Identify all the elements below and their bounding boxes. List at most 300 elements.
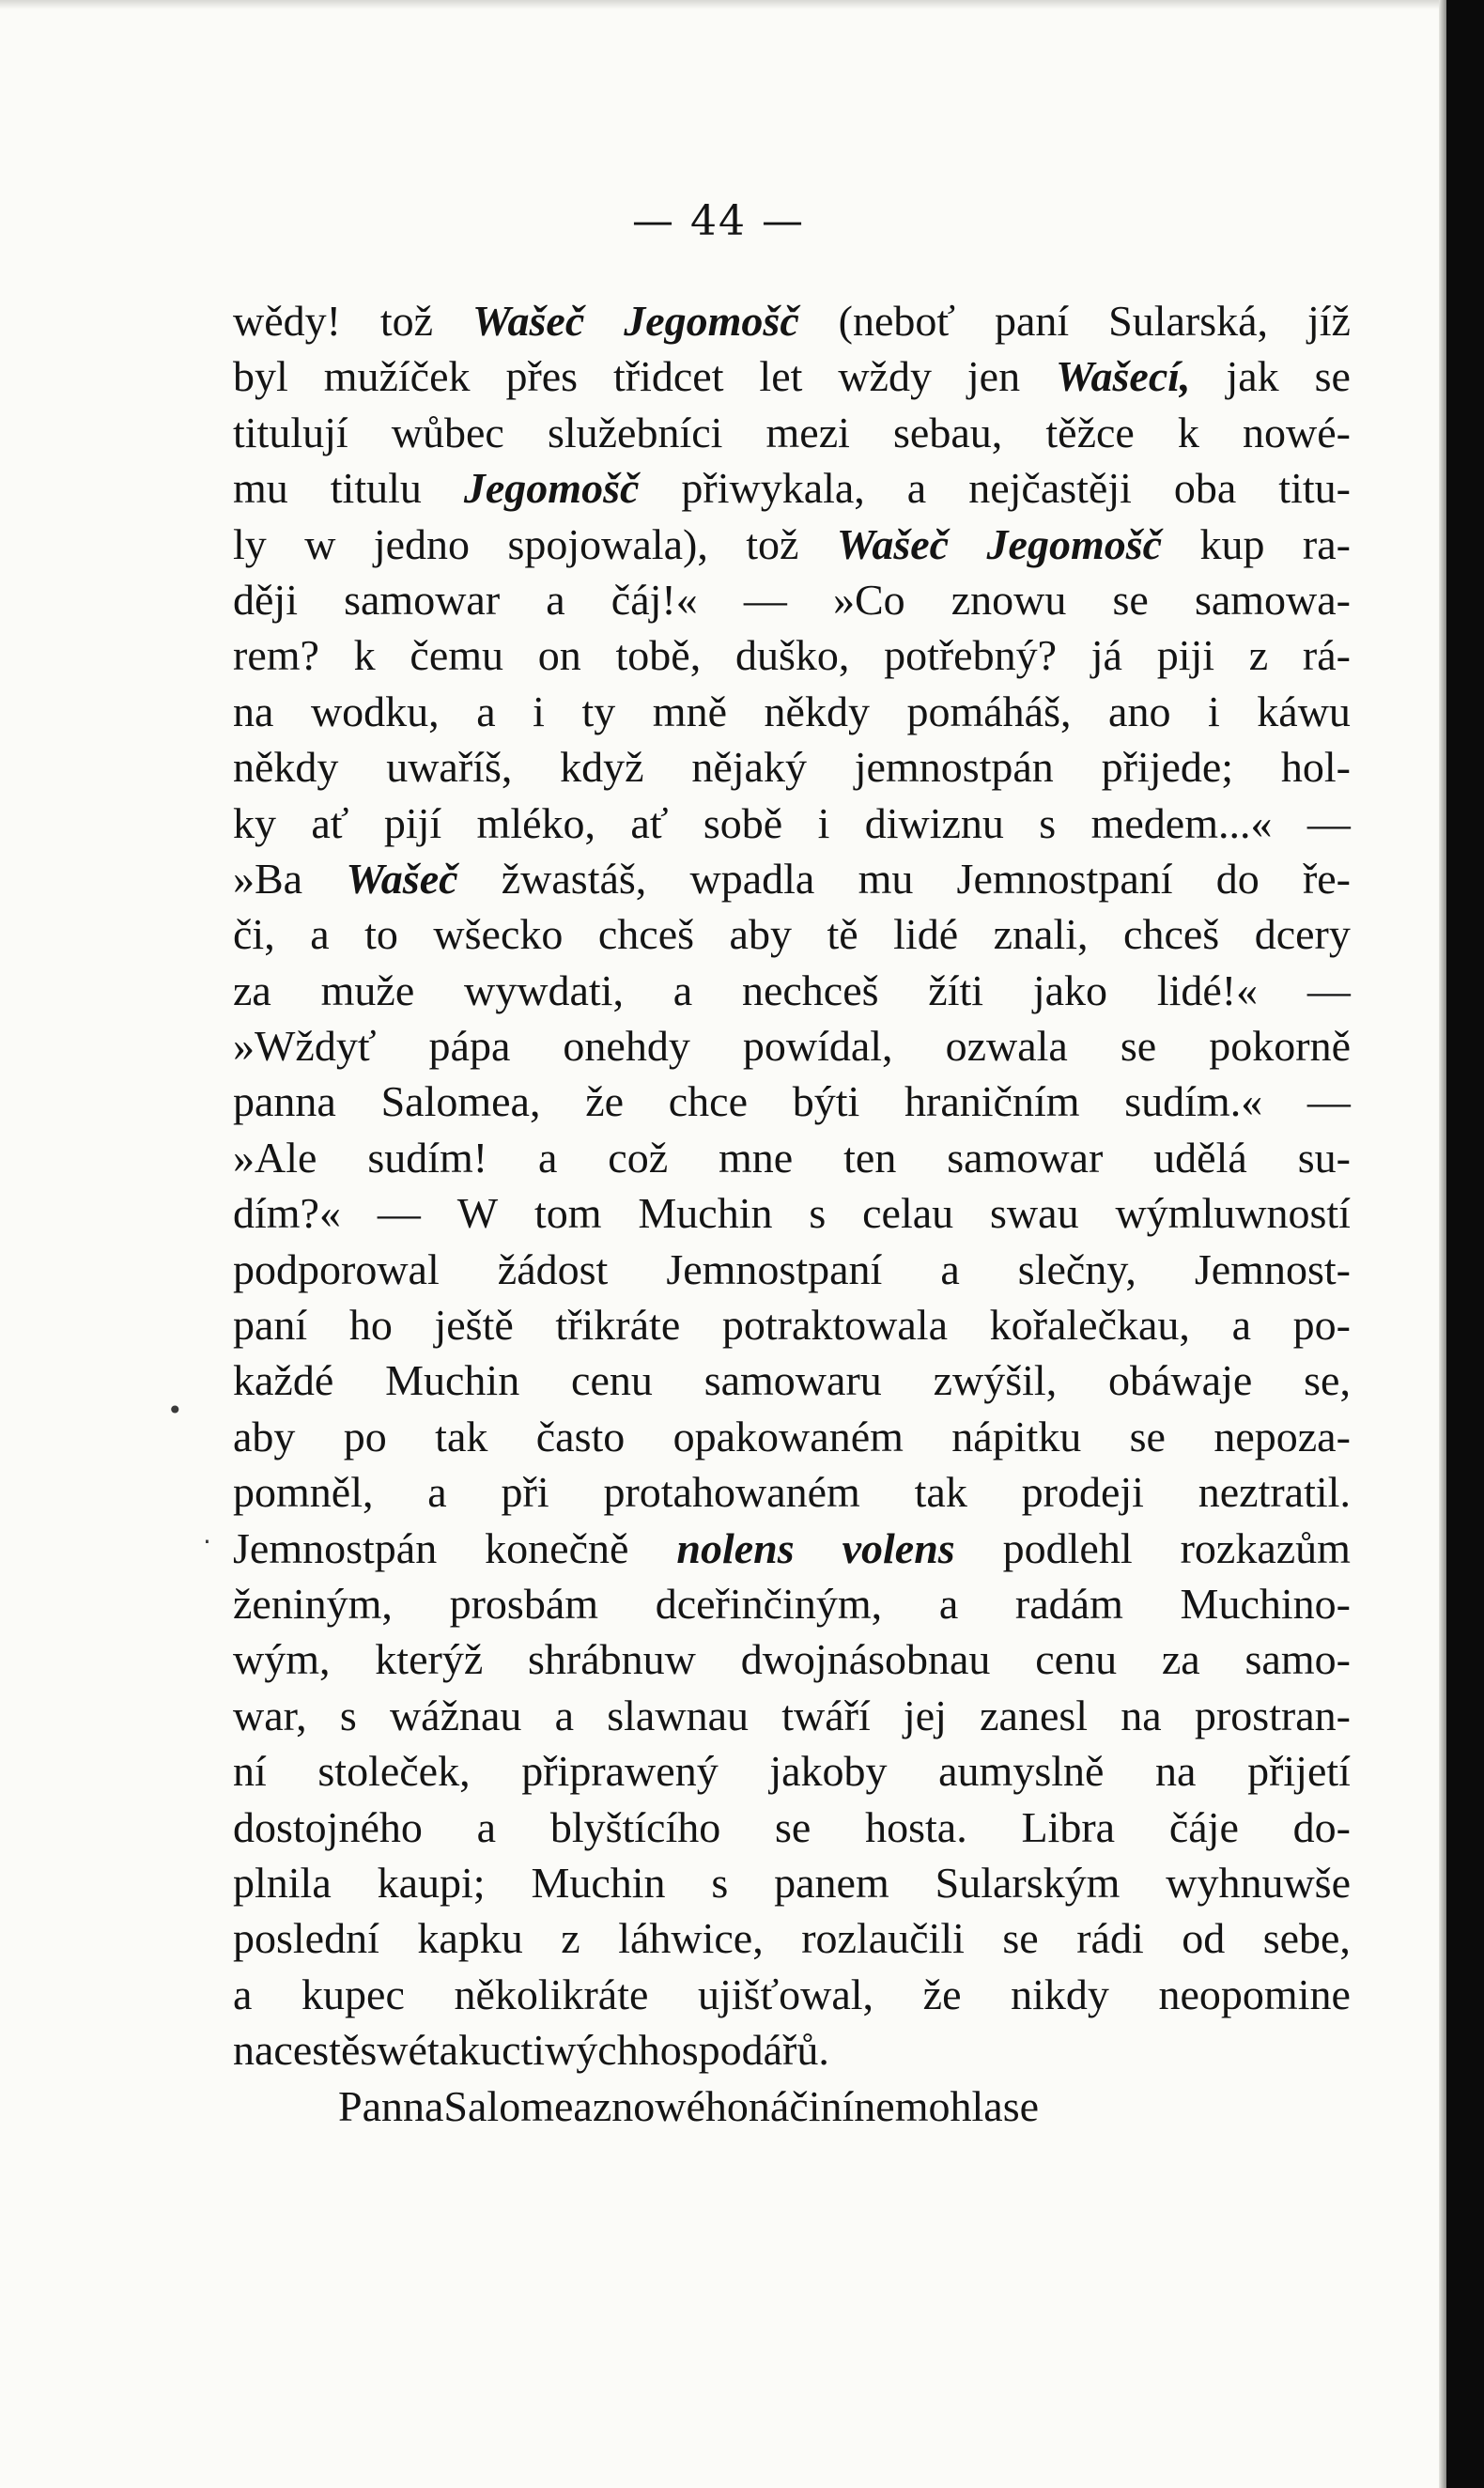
word: duško, — [734, 631, 850, 680]
word: cestě — [273, 2026, 361, 2075]
page-edge-shadow — [1439, 0, 1446, 2488]
word: tož — [379, 297, 434, 345]
word: jemnostpán — [854, 743, 1054, 792]
word: mléko, — [476, 798, 596, 847]
word: a — [554, 1691, 575, 1739]
word: on — [537, 631, 581, 680]
word: hraničním — [904, 1077, 1080, 1126]
word: wywdati, — [464, 966, 624, 1014]
word: onehdy — [563, 1022, 690, 1071]
word: dceřinčiným, — [655, 1579, 883, 1628]
word: se — [1002, 2081, 1040, 2130]
word: jej — [903, 1691, 947, 1739]
word: znowu — [951, 575, 1067, 624]
word: potraktowala — [721, 1301, 949, 1350]
word: lidé!« — [1156, 966, 1259, 1014]
word: náčiní — [748, 2081, 855, 2130]
word: ozwala — [945, 1022, 1068, 1071]
word: Muchin — [385, 1356, 520, 1405]
word: titu- — [1278, 464, 1351, 513]
word: a — [476, 1802, 497, 1851]
word: a — [940, 1244, 960, 1293]
word: wůbec — [391, 408, 504, 456]
word: když — [560, 743, 644, 792]
word: dostojného — [233, 1802, 423, 1851]
word: protahowaném — [603, 1468, 860, 1517]
text-line — [233, 1800, 1351, 1855]
word: wpadla — [689, 854, 815, 903]
word: spojowala), — [507, 519, 708, 568]
word: jakoby — [769, 1747, 888, 1796]
text-line — [233, 1242, 1351, 1297]
text-line — [233, 1018, 1351, 1074]
text-line — [233, 1743, 1351, 1799]
word: nějaký — [691, 743, 807, 792]
word: sebe, — [1262, 1914, 1351, 1963]
word: z — [561, 1914, 580, 1963]
word: obáwaje — [1108, 1356, 1253, 1405]
word: do — [1215, 854, 1260, 903]
word: a — [546, 575, 565, 624]
word: čemu — [410, 631, 504, 680]
word: Salomea, — [380, 1077, 541, 1126]
word: a — [310, 910, 330, 959]
word: jíž — [1307, 297, 1351, 345]
word: nepoza- — [1213, 1412, 1351, 1460]
word: su- — [1297, 1133, 1351, 1182]
word: pomáháš, — [906, 687, 1072, 735]
word: třikráte — [555, 1301, 681, 1350]
word: war, — [233, 1691, 307, 1739]
word: wým, — [233, 1635, 331, 1684]
book-binding-edge — [1446, 0, 1484, 2488]
word: přes — [505, 352, 579, 401]
word: neztratil. — [1198, 1468, 1351, 1517]
text-line — [233, 1464, 1351, 1520]
text-line — [233, 405, 1351, 460]
word: tobě, — [615, 631, 702, 680]
word: i — [817, 798, 830, 847]
word: Jegomošč — [986, 519, 1163, 568]
word: zanesl — [980, 1691, 1089, 1739]
word: nejčastěji — [968, 464, 1132, 513]
word: aumyslně — [938, 1747, 1105, 1796]
word: ději — [233, 575, 298, 624]
word: se — [1120, 1022, 1157, 1071]
word: při — [501, 1468, 549, 1517]
word: zwýšil, — [933, 1356, 1058, 1405]
word: uwaříš, — [386, 743, 513, 792]
text-line — [233, 906, 1351, 962]
word: udělá — [1153, 1133, 1247, 1182]
page-top-shadow — [0, 0, 1484, 9]
word: aby — [233, 1412, 296, 1460]
word: od — [1182, 1914, 1226, 1963]
word: z — [592, 2081, 612, 2130]
text-line — [233, 1967, 1351, 2022]
word: let — [759, 352, 803, 401]
word: titulují — [233, 408, 348, 456]
word: pomněl, — [233, 1468, 374, 1517]
word: často — [535, 1412, 626, 1460]
body-text — [233, 293, 1351, 2134]
word: cenu — [1035, 1635, 1118, 1684]
word: Jemnostpaní — [956, 854, 1173, 903]
text-line — [233, 2078, 1351, 2134]
word: ty — [581, 687, 616, 735]
word: uctiwých — [480, 2026, 639, 2075]
word: (neboť — [838, 297, 956, 345]
word: ženiným, — [233, 1579, 393, 1628]
word: poslední — [233, 1914, 379, 1963]
word: shrábnuw — [528, 1635, 696, 1684]
text-line — [233, 851, 1351, 906]
word: byl — [233, 352, 288, 401]
word: »Ale — [233, 1133, 317, 1182]
word: Sularským — [935, 1858, 1121, 1907]
word: někdy — [764, 687, 870, 735]
word: »Co — [832, 575, 905, 624]
word: k — [353, 631, 376, 680]
text-line — [233, 572, 1351, 627]
word: neopomine — [1158, 1970, 1351, 2018]
word: nowé- — [1243, 408, 1351, 456]
word: přiwykala, — [681, 464, 865, 513]
word: pijí — [383, 798, 442, 847]
word: ještě — [434, 1301, 514, 1350]
word: paní — [233, 1301, 308, 1350]
word: ra- — [1302, 519, 1351, 568]
text-line — [233, 627, 1351, 683]
word: paní — [995, 297, 1070, 345]
word: wýmluwností — [1115, 1189, 1351, 1238]
word: slečny, — [1017, 1244, 1136, 1293]
page-number: — 44 — — [632, 197, 805, 245]
word: že — [922, 1970, 962, 2018]
word: s — [1039, 798, 1057, 847]
word: panem — [774, 1858, 889, 1907]
word: — — [1306, 966, 1351, 1014]
word: přijede; — [1101, 743, 1234, 792]
word: třidcet — [613, 352, 724, 401]
word: několikráte — [454, 1970, 649, 2018]
word: muže — [320, 966, 415, 1014]
word: cenu — [571, 1356, 653, 1405]
word: lidé — [893, 910, 959, 959]
word: býti — [792, 1077, 860, 1126]
word: nowého — [611, 2081, 749, 2130]
word: žwastáš, — [501, 854, 647, 903]
text-line — [233, 1855, 1351, 1910]
word: chce — [668, 1077, 749, 1126]
word: a — [537, 1133, 558, 1182]
word: »Wždyť — [233, 1022, 377, 1071]
text-line — [233, 1352, 1351, 1408]
word: a — [1231, 1301, 1251, 1350]
word: rozkazům — [1180, 1523, 1351, 1572]
word: mužíček — [323, 352, 471, 401]
word: sudím! — [367, 1133, 488, 1182]
word: podlehl — [1002, 1523, 1133, 1572]
text-line — [233, 1576, 1351, 1631]
word: mu — [233, 464, 288, 513]
word: služebníci — [547, 408, 723, 456]
word: čáj!« — [611, 575, 698, 624]
text-line — [233, 1074, 1351, 1129]
word: hospodářů. — [638, 2026, 829, 2075]
word: mne — [719, 1133, 794, 1182]
text-line — [233, 796, 1351, 851]
word: opakowaném — [672, 1412, 904, 1460]
word: prosbám — [449, 1579, 599, 1628]
word: hosta. — [865, 1802, 967, 1851]
word: za — [233, 966, 271, 1014]
word: přijetí — [1247, 1747, 1351, 1796]
word: se — [775, 1802, 812, 1851]
word: — — [1306, 798, 1351, 847]
word: kaupi; — [377, 1858, 486, 1907]
text-line — [233, 293, 1351, 348]
word: dcery — [1254, 910, 1351, 959]
word: nápitku — [951, 1412, 1082, 1460]
word: wyhnuwše — [1166, 1858, 1351, 1907]
word: nikdy — [1011, 1970, 1109, 2018]
word: se — [1129, 1412, 1166, 1460]
text-line — [233, 739, 1351, 795]
word: wšecko — [433, 910, 564, 959]
word: po- — [1292, 1301, 1351, 1350]
word: na — [1121, 1691, 1162, 1739]
word: — — [743, 575, 787, 624]
word: či, — [233, 910, 275, 959]
word: podporowal — [233, 1244, 440, 1293]
word: wážnau — [389, 1691, 522, 1739]
word: oba — [1173, 464, 1237, 513]
word: jedno — [373, 519, 471, 568]
text-line — [233, 1631, 1351, 1687]
word: tom — [533, 1189, 602, 1238]
word: W — [456, 1189, 499, 1238]
word: dím?« — [233, 1189, 341, 1238]
word: samo- — [1244, 1635, 1351, 1684]
word: čáje — [1168, 1802, 1239, 1851]
word: plnila — [233, 1858, 332, 1907]
word: swé — [360, 2026, 427, 2075]
word: k — [1177, 408, 1199, 456]
word: připrawený — [521, 1747, 719, 1796]
word: celau — [862, 1189, 954, 1238]
text-line — [233, 1910, 1351, 1966]
word: samowar — [344, 575, 501, 624]
word: pokorně — [1209, 1022, 1351, 1071]
word: Wašeč — [346, 854, 458, 903]
word: znali, — [993, 910, 1089, 959]
word: se — [1112, 575, 1149, 624]
word: samowa- — [1194, 575, 1351, 624]
word: ať — [630, 798, 669, 847]
word: Libra — [1021, 1802, 1116, 1851]
word: tak — [435, 1412, 488, 1460]
word: do- — [1292, 1802, 1351, 1851]
word: láhwice, — [618, 1914, 764, 1963]
word: wodku, — [310, 687, 440, 735]
word: powídal, — [742, 1022, 893, 1071]
word: jen — [966, 352, 1021, 401]
word: a — [427, 1468, 447, 1517]
word: medem...« — [1090, 798, 1273, 847]
word: Wašeč — [472, 297, 585, 345]
word: mezi — [765, 408, 850, 456]
word: slawnau — [607, 1691, 749, 1739]
word: rádi — [1076, 1914, 1144, 1963]
word: prodeji — [1021, 1468, 1144, 1517]
word: někdy — [233, 743, 339, 792]
word: ano — [1108, 687, 1171, 735]
word: žíti — [928, 966, 984, 1014]
word: Jemnost- — [1194, 1244, 1351, 1293]
word: hol- — [1280, 743, 1351, 792]
word: nemohla — [854, 2081, 1003, 2130]
word: »Ba — [233, 854, 303, 903]
word: dwojnásobnau — [740, 1635, 991, 1684]
word: Muchin — [531, 1858, 666, 1907]
word: rem? — [233, 631, 319, 680]
word: pápa — [428, 1022, 511, 1071]
word: za — [1161, 1635, 1200, 1684]
word: tě — [827, 910, 858, 959]
word: radám — [1014, 1579, 1123, 1628]
word: sobě — [703, 798, 783, 847]
word: blyštícího — [549, 1802, 721, 1851]
word: potřebný? — [884, 631, 1058, 680]
word: swau — [990, 1189, 1079, 1238]
word: se — [1314, 352, 1351, 401]
word: a — [476, 687, 496, 735]
word: což — [608, 1133, 669, 1182]
word: kterýž — [375, 1635, 484, 1684]
word: káwu — [1257, 687, 1351, 735]
word: po — [343, 1412, 387, 1460]
word: nolens — [676, 1523, 795, 1572]
word: ten — [843, 1133, 897, 1182]
word: ní — [233, 1747, 267, 1796]
word: panna — [233, 1077, 336, 1126]
word: žádost — [497, 1244, 609, 1293]
text-line — [233, 1297, 1351, 1352]
word: ky — [233, 798, 276, 847]
text-line — [233, 963, 1351, 1018]
word: a — [233, 1970, 253, 2018]
word: volens — [842, 1523, 955, 1572]
word: Jegomošč — [624, 297, 799, 345]
text-line — [233, 1688, 1351, 1743]
word: chceš — [1123, 910, 1220, 959]
word: mu — [858, 854, 914, 903]
word: diwiznu — [864, 798, 1004, 847]
text-line — [233, 460, 1351, 516]
word: a — [938, 1579, 959, 1628]
word: twáří — [781, 1691, 871, 1739]
word: aby — [729, 910, 792, 959]
text-line — [233, 2022, 1351, 2078]
word: konečně — [485, 1523, 629, 1572]
word: Jemnostpaní — [666, 1244, 883, 1293]
word: kupec — [301, 1970, 405, 2018]
word: s — [711, 1858, 729, 1907]
word: wědy! — [233, 297, 341, 345]
word: i — [1207, 687, 1220, 735]
word: a — [906, 464, 927, 513]
word: piji — [1156, 631, 1215, 680]
word: já — [1090, 631, 1122, 680]
word: sebau, — [893, 408, 1003, 456]
word: kup — [1199, 519, 1265, 568]
scan-speck: · — [203, 1526, 211, 1557]
text-line — [233, 684, 1351, 739]
word: w — [304, 519, 336, 568]
word: se, — [1304, 1356, 1351, 1405]
word: wždy — [838, 352, 932, 401]
text-line — [233, 1521, 1351, 1576]
word: Jemnostpán — [233, 1523, 438, 1572]
word: prostran- — [1194, 1691, 1351, 1739]
word: kapku — [417, 1914, 523, 1963]
word: tak — [914, 1468, 967, 1517]
word: s — [809, 1189, 827, 1238]
text-line — [233, 1130, 1351, 1185]
text-line — [233, 1409, 1351, 1464]
word: samowaru — [703, 1356, 882, 1405]
word: že — [585, 1077, 625, 1126]
word: nechceš — [741, 966, 879, 1014]
word: rozlaučili — [801, 1914, 965, 1963]
word: Sularská, — [1108, 297, 1269, 345]
word: na — [1155, 1747, 1197, 1796]
word: to — [364, 910, 398, 959]
word: rá- — [1302, 631, 1351, 680]
word: sudím.« — [1124, 1077, 1263, 1126]
word: se — [1002, 1914, 1039, 1963]
word: ly — [233, 519, 267, 568]
word: i — [533, 687, 545, 735]
word: z — [1248, 631, 1269, 680]
word: Wašeč — [836, 519, 950, 568]
word: ať — [311, 798, 349, 847]
word: tak — [426, 2026, 481, 2075]
word: na — [233, 687, 274, 735]
word: a — [672, 966, 693, 1014]
text-line — [233, 1185, 1351, 1241]
text-line — [233, 348, 1351, 404]
word: těžce — [1045, 408, 1135, 456]
word: — — [377, 1189, 421, 1238]
word: chceš — [597, 910, 695, 959]
word: Panna — [338, 2081, 444, 2130]
word: každé — [233, 1356, 334, 1405]
word: samowar — [947, 1133, 1104, 1182]
word: s — [339, 1691, 357, 1739]
word: ho — [348, 1301, 393, 1350]
text-line — [233, 517, 1351, 572]
word: ujišťowal, — [698, 1970, 874, 2018]
scan-speck: • — [167, 1395, 183, 1426]
word: tož — [746, 519, 799, 568]
word: jako — [1032, 966, 1108, 1014]
word: na — [233, 2026, 274, 2075]
word: ře- — [1302, 854, 1351, 903]
word: jak — [1226, 352, 1279, 401]
word: mně — [652, 687, 727, 735]
